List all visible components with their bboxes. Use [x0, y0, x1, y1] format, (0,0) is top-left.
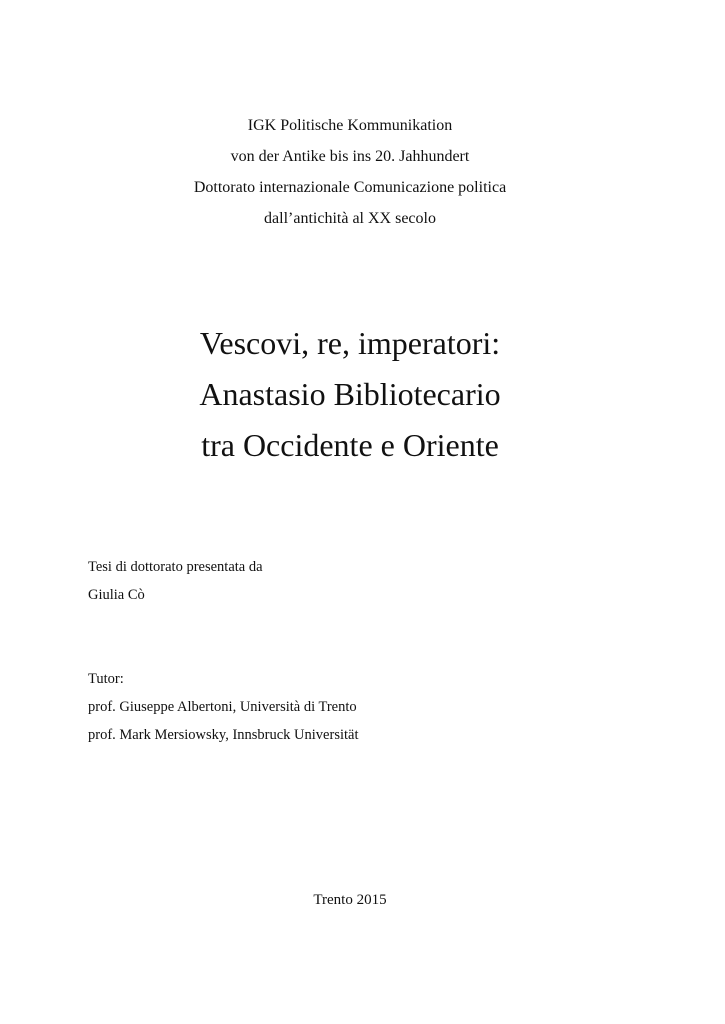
- program-line-1: IGK Politische Kommunikation: [247, 117, 453, 134]
- tutor-entry-1: prof. Giuseppe Albertoni, Università di Trento: [88, 699, 357, 715]
- program-header: [0, 110, 700, 234]
- presented-by-label: Tesi di dottorato presentata da: [88, 559, 263, 575]
- tutor-label: Tutor:: [88, 671, 124, 687]
- title-line-2: Anastasio Bibliotecario: [199, 376, 501, 412]
- program-line-2: von der Antike bis ins 20. Jahhundert: [230, 148, 470, 165]
- tutor-block: [88, 665, 358, 749]
- title-line-3: tra Occidente e Oriente: [201, 427, 499, 463]
- author-block: [88, 553, 263, 609]
- thesis-title: [0, 318, 700, 471]
- tutor-entry-2: prof. Mark Mersiowsky, Innsbruck Universität: [88, 727, 359, 743]
- place-date: Trento 2015: [313, 892, 387, 908]
- program-line-3: Dottorato internazionale Comunicazione politica: [193, 179, 507, 196]
- title-line-1: Vescovi, re, imperatori:: [199, 325, 501, 361]
- program-line-4: dall’antichità al XX secolo: [264, 210, 436, 227]
- author-name: Giulia Cò: [88, 587, 145, 603]
